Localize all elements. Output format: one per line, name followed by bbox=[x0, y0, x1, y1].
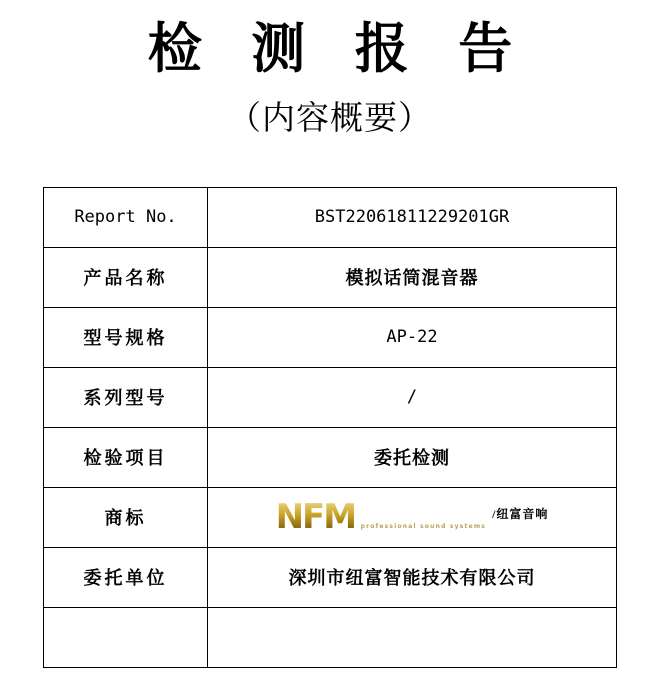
table-row bbox=[44, 307, 617, 367]
table-row bbox=[44, 367, 617, 427]
report-summary-table-wrapper bbox=[43, 187, 617, 668]
row-label-test-item: 检验项目 bbox=[44, 427, 208, 487]
logo-chinese-name: /纽富音响 bbox=[492, 507, 549, 521]
row-value-report-no: BST22061811229201GR bbox=[208, 187, 617, 247]
logo-tagline: professional sound systems bbox=[360, 523, 487, 530]
row-label-empty bbox=[44, 607, 208, 667]
table-row bbox=[44, 247, 617, 307]
report-summary-table bbox=[43, 187, 617, 668]
row-value-client: 深圳市纽富智能技术有限公司 bbox=[208, 547, 617, 607]
row-label-product-name: 产品名称 bbox=[44, 247, 208, 307]
table-row bbox=[44, 427, 617, 487]
row-value-trademark bbox=[208, 487, 617, 547]
row-label-series-model: 系列型号 bbox=[44, 367, 208, 427]
page-subtitle: （内容概要） bbox=[228, 100, 432, 137]
table-row bbox=[44, 487, 617, 547]
row-label-model-spec: 型号规格 bbox=[44, 307, 208, 367]
row-label-report-no: Report No. bbox=[44, 187, 208, 247]
row-value-test-item: 委托检测 bbox=[208, 427, 617, 487]
page-title: 检 测 报 告 bbox=[147, 19, 531, 79]
row-label-trademark: 商标 bbox=[44, 487, 208, 547]
row-value-empty bbox=[208, 607, 617, 667]
nfm-logo-icon bbox=[275, 497, 487, 537]
row-label-client: 委托单位 bbox=[44, 547, 208, 607]
logo-letters: NFM bbox=[275, 497, 356, 537]
brand-logo bbox=[208, 497, 616, 537]
table-row-partial bbox=[44, 607, 617, 667]
row-value-series-model: / bbox=[208, 367, 617, 427]
row-value-model-spec: AP-22 bbox=[208, 307, 617, 367]
table-row bbox=[44, 547, 617, 607]
row-value-product-name: 模拟话筒混音器 bbox=[208, 247, 617, 307]
table-row bbox=[44, 187, 617, 247]
